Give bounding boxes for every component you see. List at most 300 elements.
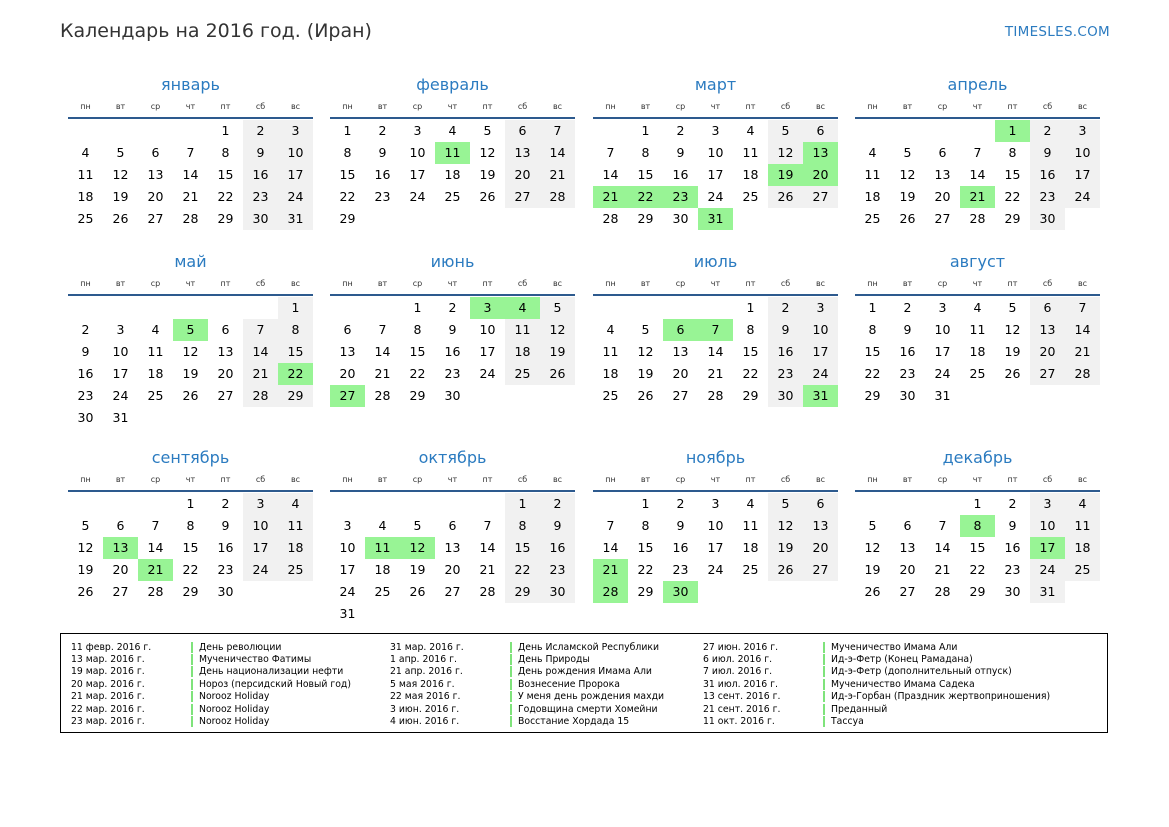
holiday-day-cell: 8 xyxy=(960,515,995,537)
holiday-day-cell: 11 xyxy=(435,142,470,164)
day-cell: 30 xyxy=(672,211,689,226)
empty-cell xyxy=(103,120,138,142)
day-cell: 16 xyxy=(374,167,391,182)
day-cell: 26 xyxy=(899,211,916,226)
weekday-label: вс xyxy=(552,279,563,288)
weekday-label: сб xyxy=(517,102,528,111)
empty-cell xyxy=(733,581,768,603)
weekday-label: вт xyxy=(115,475,126,484)
day-cell: 10 xyxy=(803,319,838,341)
day-cell: 2 xyxy=(243,120,278,142)
empty-cell xyxy=(173,407,208,429)
weekday-label: ср xyxy=(150,102,161,111)
header-divider xyxy=(330,294,575,296)
day-cell: 30 xyxy=(77,410,94,425)
day-cell: 30 xyxy=(768,385,803,407)
empty-cell xyxy=(540,208,575,230)
day-cell: 22 xyxy=(637,562,654,577)
day-grid xyxy=(68,120,313,230)
legend-holiday-name: Norooz Holiday xyxy=(191,691,269,702)
day-cell: 31 xyxy=(934,388,951,403)
day-cell: 8 xyxy=(221,145,230,160)
holiday-day-cell: 21 xyxy=(138,559,173,581)
legend-holiday-name: День Исламской Республики xyxy=(510,642,659,653)
month-name: сентябрь xyxy=(151,448,230,467)
day-cell: 6 xyxy=(448,518,457,533)
day-cell: 20 xyxy=(934,189,951,204)
legend-row xyxy=(390,666,664,678)
header-divider xyxy=(593,294,838,296)
day-cell: 28 xyxy=(147,584,164,599)
month-name: ноябрь xyxy=(685,448,746,467)
day-cell: 6 xyxy=(116,518,125,533)
legend-holiday-name: Norooz Holiday xyxy=(191,716,269,727)
day-cell: 16 xyxy=(672,540,689,555)
day-cell: 21 xyxy=(707,366,724,381)
day-cell: 29 xyxy=(505,581,540,603)
day-cell: 4 xyxy=(746,496,755,511)
empty-cell xyxy=(243,407,278,429)
empty-cell xyxy=(243,581,278,603)
weekday-label: чт xyxy=(972,475,983,484)
day-cell: 29 xyxy=(182,584,199,599)
day-cell: 16 xyxy=(243,164,278,186)
holiday-day-cell: 30 xyxy=(663,581,698,603)
weekday-label: ср xyxy=(675,475,686,484)
legend-date: 21 мар. 2016 г. xyxy=(71,691,145,703)
day-cell: 13 xyxy=(672,344,689,359)
legend-date: 21 апр. 2016 г. xyxy=(390,666,463,678)
day-cell: 24 xyxy=(803,363,838,385)
month-block xyxy=(330,251,575,407)
day-cell: 13 xyxy=(803,515,838,537)
weekday-label: вт xyxy=(377,475,388,484)
day-cell: 24 xyxy=(707,562,724,577)
day-cell: 26 xyxy=(637,388,654,403)
empty-cell xyxy=(400,603,435,625)
weekday-label: чт xyxy=(447,279,458,288)
day-cell: 31 xyxy=(1030,581,1065,603)
legend-holiday-name: День революции xyxy=(191,642,281,653)
weekday-label: чт xyxy=(710,102,721,111)
day-cell: 30 xyxy=(1030,208,1065,230)
weekday-label: пн xyxy=(342,102,353,111)
weekday-label: чт xyxy=(447,102,458,111)
legend-row xyxy=(390,641,664,653)
empty-cell xyxy=(1065,208,1100,230)
weekday-label: вт xyxy=(902,279,913,288)
day-cell: 14 xyxy=(1065,319,1100,341)
empty-cell xyxy=(278,407,313,429)
day-cell: 20 xyxy=(217,366,234,381)
day-cell: 25 xyxy=(374,584,391,599)
day-cell: 15 xyxy=(864,344,881,359)
day-cell: 7 xyxy=(540,120,575,142)
day-cell: 12 xyxy=(1004,322,1021,337)
legend-row xyxy=(703,641,1050,653)
day-cell: 25 xyxy=(742,562,759,577)
month-block xyxy=(593,251,838,407)
day-cell: 9 xyxy=(1030,142,1065,164)
day-cell: 24 xyxy=(934,366,951,381)
day-cell: 5 xyxy=(903,145,912,160)
day-cell: 6 xyxy=(803,120,838,142)
day-cell: 4 xyxy=(973,300,982,315)
day-cell: 19 xyxy=(112,189,129,204)
day-cell: 9 xyxy=(448,322,457,337)
empty-cell xyxy=(330,297,365,319)
weekday-header xyxy=(330,99,575,115)
day-cell: 16 xyxy=(768,341,803,363)
empty-cell xyxy=(995,385,1030,407)
day-cell: 8 xyxy=(413,322,422,337)
day-cell: 30 xyxy=(444,388,461,403)
empty-cell xyxy=(960,385,995,407)
day-cell: 1 xyxy=(221,123,230,138)
legend-column xyxy=(390,641,664,728)
weekday-label: вт xyxy=(640,102,651,111)
day-cell: 7 xyxy=(483,518,492,533)
weekday-label: чт xyxy=(185,279,196,288)
legend-row xyxy=(71,678,351,690)
day-cell: 29 xyxy=(217,211,234,226)
legend-holiday-name: День рождения Имама Али xyxy=(510,666,652,677)
day-cell: 24 xyxy=(112,388,129,403)
weekday-label: пн xyxy=(80,279,91,288)
legend-row xyxy=(71,653,351,665)
day-cell: 15 xyxy=(217,167,234,182)
day-grid xyxy=(68,297,313,429)
empty-cell xyxy=(365,603,400,625)
holiday-day-cell: 21 xyxy=(593,186,628,208)
weekday-header xyxy=(593,99,838,115)
day-cell: 14 xyxy=(147,540,164,555)
day-cell: 28 xyxy=(182,211,199,226)
empty-cell xyxy=(470,208,505,230)
month-name: февраль xyxy=(416,75,489,94)
day-cell: 16 xyxy=(444,344,461,359)
day-cell: 11 xyxy=(1065,515,1100,537)
day-cell: 21 xyxy=(540,164,575,186)
empty-cell xyxy=(470,603,505,625)
legend-date: 13 мар. 2016 г. xyxy=(71,654,145,666)
day-cell: 26 xyxy=(768,559,803,581)
weekday-header xyxy=(330,276,575,292)
day-cell: 4 xyxy=(868,145,877,160)
empty-cell xyxy=(173,297,208,319)
weekday-label: вт xyxy=(902,102,913,111)
month-name: май xyxy=(174,252,207,271)
day-cell: 14 xyxy=(540,142,575,164)
day-cell: 20 xyxy=(899,562,916,577)
weekday-label: чт xyxy=(185,475,196,484)
day-cell: 2 xyxy=(378,123,387,138)
day-cell: 27 xyxy=(899,584,916,599)
day-cell: 1 xyxy=(973,496,982,511)
legend-date: 31 мар. 2016 г. xyxy=(390,641,464,653)
day-cell: 15 xyxy=(742,344,759,359)
empty-cell xyxy=(173,120,208,142)
day-cell: 27 xyxy=(803,186,838,208)
legend-date: 11 февр. 2016 г. xyxy=(71,641,152,653)
day-cell: 23 xyxy=(899,366,916,381)
day-cell: 5 xyxy=(116,145,125,160)
brand-link[interactable]: TIMESLES.COM xyxy=(1004,24,1110,40)
day-cell: 23 xyxy=(374,189,391,204)
day-cell: 10 xyxy=(1065,142,1100,164)
day-cell: 18 xyxy=(147,366,164,381)
day-cell: 17 xyxy=(243,537,278,559)
empty-cell xyxy=(470,493,505,515)
day-cell: 10 xyxy=(707,518,724,533)
day-cell: 25 xyxy=(77,211,94,226)
day-grid xyxy=(330,297,575,407)
day-cell: 27 xyxy=(444,584,461,599)
header-divider xyxy=(68,117,313,119)
weekday-label: сб xyxy=(517,279,528,288)
day-cell: 13 xyxy=(339,344,356,359)
legend-date: 31 июл. 2016 г. xyxy=(703,678,778,690)
day-cell: 17 xyxy=(409,167,426,182)
legend-row xyxy=(703,678,1050,690)
day-cell: 13 xyxy=(147,167,164,182)
weekday-label: ср xyxy=(150,279,161,288)
empty-cell xyxy=(68,120,103,142)
day-cell: 12 xyxy=(768,515,803,537)
weekday-label: ср xyxy=(937,279,948,288)
day-cell: 3 xyxy=(711,123,720,138)
day-cell: 21 xyxy=(1065,341,1100,363)
empty-cell xyxy=(505,603,540,625)
holiday-day-cell: 11 xyxy=(365,537,400,559)
day-cell: 17 xyxy=(278,164,313,186)
weekday-label: сб xyxy=(517,475,528,484)
empty-cell xyxy=(435,603,470,625)
day-cell: 7 xyxy=(606,145,615,160)
empty-cell xyxy=(505,385,540,407)
day-cell: 10 xyxy=(243,515,278,537)
day-cell: 11 xyxy=(77,167,94,182)
day-cell: 3 xyxy=(1065,120,1100,142)
weekday-label: вт xyxy=(902,475,913,484)
day-cell: 27 xyxy=(1030,363,1065,385)
day-cell: 5 xyxy=(81,518,90,533)
header-divider xyxy=(330,117,575,119)
legend-holiday-name: Тассуа xyxy=(823,716,864,727)
legend-date: 11 окт. 2016 г. xyxy=(703,716,775,728)
day-cell: 9 xyxy=(676,145,685,160)
day-cell: 1 xyxy=(343,123,352,138)
weekday-label: вт xyxy=(640,279,651,288)
empty-cell xyxy=(925,493,960,515)
day-cell: 26 xyxy=(1004,366,1021,381)
empty-cell xyxy=(68,493,103,515)
day-cell: 18 xyxy=(742,167,759,182)
legend-row xyxy=(703,715,1050,727)
header-divider xyxy=(855,117,1100,119)
day-cell: 12 xyxy=(182,344,199,359)
day-cell: 13 xyxy=(217,344,234,359)
weekday-label: пт xyxy=(220,102,231,111)
day-cell: 18 xyxy=(444,167,461,182)
weekday-label: пн xyxy=(342,279,353,288)
day-cell: 4 xyxy=(1065,493,1100,515)
day-grid xyxy=(593,297,838,407)
day-cell: 9 xyxy=(676,518,685,533)
day-grid xyxy=(855,297,1100,407)
day-cell: 14 xyxy=(707,344,724,359)
day-cell: 27 xyxy=(147,211,164,226)
legend-date: 4 июн. 2016 г. xyxy=(390,716,460,728)
legend-holiday-name: Ид-э-Горбан (Праздник жертвоприношения) xyxy=(823,691,1050,702)
day-cell: 18 xyxy=(505,341,540,363)
empty-cell xyxy=(733,208,768,230)
legend-date: 22 мар. 2016 г. xyxy=(71,703,145,715)
day-cell: 19 xyxy=(479,167,496,182)
day-cell: 7 xyxy=(378,322,387,337)
holiday-day-cell: 23 xyxy=(663,186,698,208)
weekday-label: сб xyxy=(255,279,266,288)
weekday-label: пн xyxy=(605,102,616,111)
weekday-header xyxy=(330,472,575,488)
day-cell: 4 xyxy=(606,322,615,337)
weekday-label: вс xyxy=(1077,475,1088,484)
legend-holiday-name: День национализации нефти xyxy=(191,666,343,677)
header-divider xyxy=(855,490,1100,492)
day-cell: 8 xyxy=(746,322,755,337)
day-cell: 8 xyxy=(641,518,650,533)
legend-holiday-name: Мученичество Имама Али xyxy=(823,642,957,653)
day-cell: 13 xyxy=(444,540,461,555)
holiday-day-cell: 17 xyxy=(1030,537,1065,559)
day-cell: 7 xyxy=(1065,297,1100,319)
day-cell: 8 xyxy=(1008,145,1017,160)
day-cell: 30 xyxy=(1004,584,1021,599)
weekday-label: пт xyxy=(1007,475,1018,484)
weekday-label: чт xyxy=(447,475,458,484)
day-cell: 2 xyxy=(221,496,230,511)
day-cell: 23 xyxy=(1004,562,1021,577)
day-cell: 24 xyxy=(278,186,313,208)
day-cell: 22 xyxy=(864,366,881,381)
day-cell: 21 xyxy=(243,363,278,385)
day-cell: 29 xyxy=(864,388,881,403)
day-cell: 28 xyxy=(602,211,619,226)
empty-cell xyxy=(505,208,540,230)
weekday-label: вт xyxy=(640,475,651,484)
day-cell: 2 xyxy=(1008,496,1017,511)
legend-date: 13 сент. 2016 г. xyxy=(703,691,781,703)
day-cell: 22 xyxy=(339,189,356,204)
day-cell: 6 xyxy=(903,518,912,533)
day-cell: 26 xyxy=(768,186,803,208)
legend-date: 22 мая 2016 г. xyxy=(390,691,461,703)
weekday-label: вт xyxy=(115,279,126,288)
weekday-label: пн xyxy=(80,475,91,484)
weekday-label: ср xyxy=(937,102,948,111)
empty-cell xyxy=(103,493,138,515)
weekday-label: вт xyxy=(377,279,388,288)
day-cell: 27 xyxy=(505,186,540,208)
empty-cell xyxy=(540,385,575,407)
day-cell: 8 xyxy=(505,515,540,537)
day-cell: 1 xyxy=(868,300,877,315)
header-divider xyxy=(855,294,1100,296)
weekday-label: сб xyxy=(780,475,791,484)
day-cell: 23 xyxy=(217,562,234,577)
month-block xyxy=(855,74,1100,230)
day-cell: 23 xyxy=(77,388,94,403)
day-cell: 25 xyxy=(864,211,881,226)
day-grid xyxy=(68,493,313,603)
day-cell: 11 xyxy=(505,319,540,341)
legend-date: 27 июн. 2016 г. xyxy=(703,641,779,653)
weekday-header xyxy=(593,472,838,488)
holiday-day-cell: 21 xyxy=(593,559,628,581)
weekday-label: ср xyxy=(937,475,948,484)
day-cell: 2 xyxy=(676,123,685,138)
weekday-label: вс xyxy=(815,102,826,111)
day-cell: 19 xyxy=(540,341,575,363)
weekday-label: пт xyxy=(1007,279,1018,288)
weekday-label: пт xyxy=(482,102,493,111)
day-cell: 9 xyxy=(378,145,387,160)
day-cell: 23 xyxy=(444,366,461,381)
legend-row xyxy=(703,666,1050,678)
legend-holiday-name: Преданный xyxy=(823,704,887,715)
legend-holiday-name: Norooz Holiday xyxy=(191,704,269,715)
day-cell: 3 xyxy=(711,496,720,511)
empty-cell xyxy=(1065,581,1100,603)
day-cell: 3 xyxy=(1030,493,1065,515)
month-name: декабрь xyxy=(942,448,1013,467)
weekday-label: чт xyxy=(185,102,196,111)
day-cell: 11 xyxy=(602,344,619,359)
legend-row xyxy=(71,703,351,715)
empty-cell xyxy=(103,297,138,319)
day-cell: 17 xyxy=(934,344,951,359)
weekday-label: сб xyxy=(780,102,791,111)
month-name: август xyxy=(949,252,1006,271)
day-cell: 6 xyxy=(803,493,838,515)
weekday-label: ср xyxy=(675,279,686,288)
legend-row xyxy=(390,715,664,727)
day-cell: 14 xyxy=(602,167,619,182)
day-cell: 9 xyxy=(768,319,803,341)
day-grid xyxy=(855,120,1100,230)
day-cell: 24 xyxy=(1065,186,1100,208)
empty-cell xyxy=(593,493,628,515)
day-cell: 25 xyxy=(278,559,313,581)
day-cell: 16 xyxy=(1004,540,1021,555)
legend-holiday-name: Восстание Хордада 15 xyxy=(510,716,629,727)
weekday-label: пт xyxy=(482,475,493,484)
day-cell: 1 xyxy=(641,496,650,511)
month-block xyxy=(68,251,313,429)
day-cell: 23 xyxy=(672,562,689,577)
day-cell: 26 xyxy=(182,388,199,403)
day-cell: 25 xyxy=(147,388,164,403)
header-divider xyxy=(330,490,575,492)
holiday-day-cell: 5 xyxy=(173,319,208,341)
day-cell: 19 xyxy=(182,366,199,381)
day-cell: 23 xyxy=(1030,186,1065,208)
empty-cell xyxy=(855,120,890,142)
day-cell: 20 xyxy=(444,562,461,577)
day-cell: 3 xyxy=(278,120,313,142)
empty-cell xyxy=(278,581,313,603)
weekday-label: пн xyxy=(867,279,878,288)
